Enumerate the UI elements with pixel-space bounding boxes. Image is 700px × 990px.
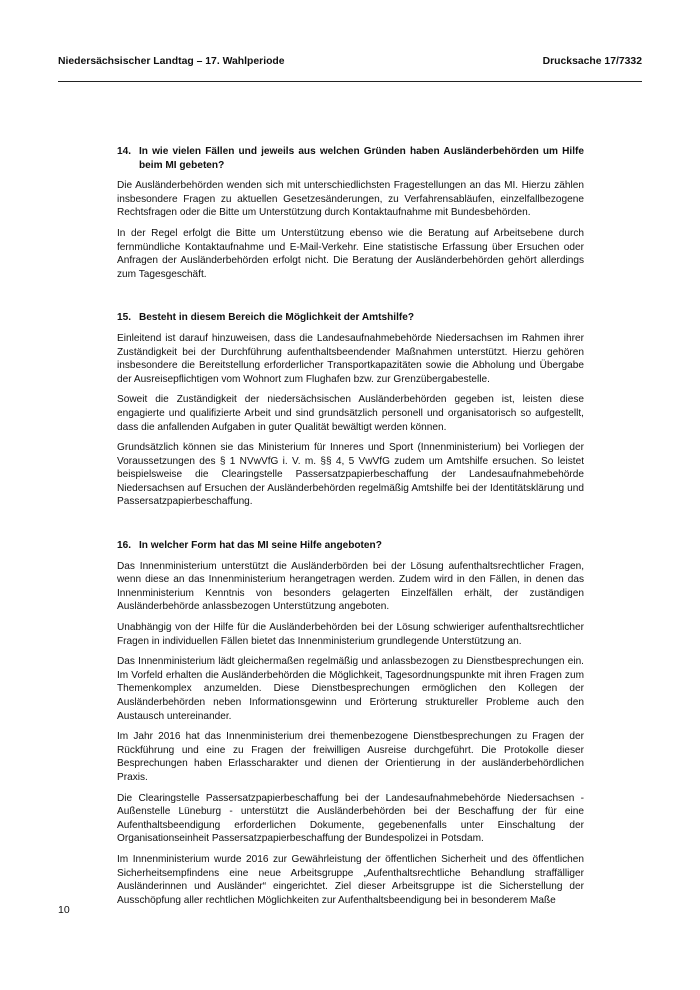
question-heading	[117, 311, 584, 325]
answer-paragraph: In der Regel erfolgt die Bitte um Unterstützung ebenso wie die Beratung auf Arbeitsebene durch fernmündliche Kontaktaufnahme und E-Mail-Verkehr. Eine statistische Erfassung über Ersuchen oder Anfragen der Ausländerbehörden erfolgt nicht. Die Beratung der Ausländerbehörden gehört allerdings zum Tagesgeschäft.	[117, 227, 584, 280]
answer-paragraph: Unabhängig von der Hilfe für die Ausländerbehörden bei der Lösung schwieriger aufenthaltsrechtlicher Fragen in individuellen Fällen bietet das Innenministerium grundlegende Unterstützung an.	[117, 622, 584, 647]
answer-paragraph: Soweit die Zuständigkeit der niedersächsischen Ausländerbehörden gegeben ist, leisten diese engagierte und qualifizierte Arbeit und sind grundsätzlich personell und organisatorisch so aufgestellt, dass die anfallenden Aufgaben in guter Qualität bewältigt werden können.	[117, 394, 584, 433]
header-parliament: Niedersächsischer Landtag – 17. Wahlperiode	[58, 56, 285, 67]
answer-paragraph: Die Clearingstelle Passersatzpapierbeschaffung bei der Landesaufnahmebehörde Niedersachsen - Außenstelle Lüneburg - unterstützt die Ausländerbehörden bei der Beschaffung der für eine Aufenthaltsbeendigung erforderlichen Dokumente, gegebenenfalls unter Einschaltung der Organisationseinheit Passersatzpapierbeschaffung der Bundespolizei in Potsdam.	[117, 792, 584, 845]
question-heading	[117, 145, 584, 172]
answer-paragraph: Die Ausländerbehörden wenden sich mit unterschiedlichsten Fragestellungen an das MI. Hierzu zählen insbesondere Fragen zu aktuellen Gesetzesänderungen, zu Verfahrensabläufen, einzelfallbezogene Rechtsfragen oder die Bitte um Unterstützung durch Kontaktaufnahme mit Bundesbehörden.	[117, 180, 584, 219]
question-number: 15.	[117, 312, 132, 324]
section-14	[117, 145, 584, 281]
question-text: In welcher Form hat das MI seine Hilfe angeboten?	[139, 540, 382, 552]
page-number: 10	[58, 904, 70, 916]
answer-paragraph: Das Innenministerium lädt gleichermaßen regelmäßig und anlassbezogen zu Dienstbesprechungen ein. Im Vorfeld erhalten die Ausländerbehörden die Möglichkeit, Tagesordnungspunkte mit ihren Fragen zum Themenkomplex anzumelden. Diese Dienstbesprechungen ermöglichen den Kollegen der Ausländerbehörden neben Informationsgewinn und Erörterung struktureller Probleme auch den Austausch untereinander.	[117, 656, 584, 722]
answer-paragraph: Im Innenministerium wurde 2016 zur Gewährleistung der öffentlichen Sicherheit und des öffentlichen Sicherheitsempfindens eine neue Arbeitsgruppe „Aufenthaltsrechtliche Behandlung straffälliger Ausländerinnen und Ausländer“ eingerichtet. Ziel dieser Arbeitsgruppe ist die Sicherstellung der Ausschöpfung aller rechtlichen Möglichkeiten zur Aufenthaltsbeendigung bei in besonderem Maße	[117, 853, 584, 906]
answer-paragraph: Grundsätzlich können sie das Ministerium für Inneres und Sport (Innenministerium) bei Vorliegen der Voraussetzungen des § 1 NVwVfG i. V. m. §§ 4, 5 VwVfG zudem um Amtshilfe ersuchen. So leistet beispielsweise die Clearingstelle Passersatzpapierbeschaffung der Landesaufnahmebehörde Niedersachsen auf Ersuchen der Ausländerbehörden regelmäßig Amtshilfe bei der Identitätsklärung und Passersatzpapierbeschaffung.	[117, 442, 584, 508]
question-text: Besteht in diesem Bereich die Möglichkeit der Amtshilfe?	[139, 312, 415, 324]
question-number: 16.	[117, 540, 132, 552]
document-body	[117, 145, 584, 914]
header-document-number: Drucksache 17/7332	[542, 56, 642, 67]
question-text: In wie vielen Fällen und jeweils aus welchen Gründen haben Ausländerbehörden um Hilfe beim MI gebeten?	[139, 146, 584, 171]
answer-paragraph: Im Jahr 2016 hat das Innenministerium drei themenbezogene Dienstbesprechungen zu Fragen der Rückführung und eine zu Fragen der freiwilligen Ausreise durchgeführt. Die Protokolle dieser Besprechungen haben Erlasscharakter und dienen der Orientierung in der ausländerbehördlichen Praxis.	[117, 731, 584, 783]
answer-paragraph: Das Innenministerium unterstützt die Ausländerbörden bei der Lösung aufenthaltsrechtlicher Fragen, wenn diese an das Innenministerium herangetragen werden. Zudem wird in den Fällen, in denen das Innenministerium Kenntnis von besonders gelagerten Einzelfällen erhält, der zuständigen Ausländerbehörde anlassbezogen Unterstützung angeboten.	[117, 560, 584, 613]
question-number: 14.	[117, 146, 132, 157]
section-15	[117, 311, 584, 509]
section-16	[117, 539, 584, 907]
answer-paragraph: Einleitend ist darauf hinzuweisen, dass die Landesaufnahmebehörde Niedersachsen im Rahmen ihrer Zuständigkeit bei der Durchführung aufenthaltsbeendender Maßnahmen unterstützt. Hierzu gehören insbesondere die Bereitstellung erforderlicher Transportkapazitäten sowie die Abholung und Übergabe der Ausreisepflichtigen vom Wohnort zum Flughafen bzw. zur Grenzübergabestelle.	[117, 332, 584, 385]
header-rule	[58, 81, 642, 82]
page-header	[58, 56, 642, 70]
question-heading	[117, 539, 584, 553]
